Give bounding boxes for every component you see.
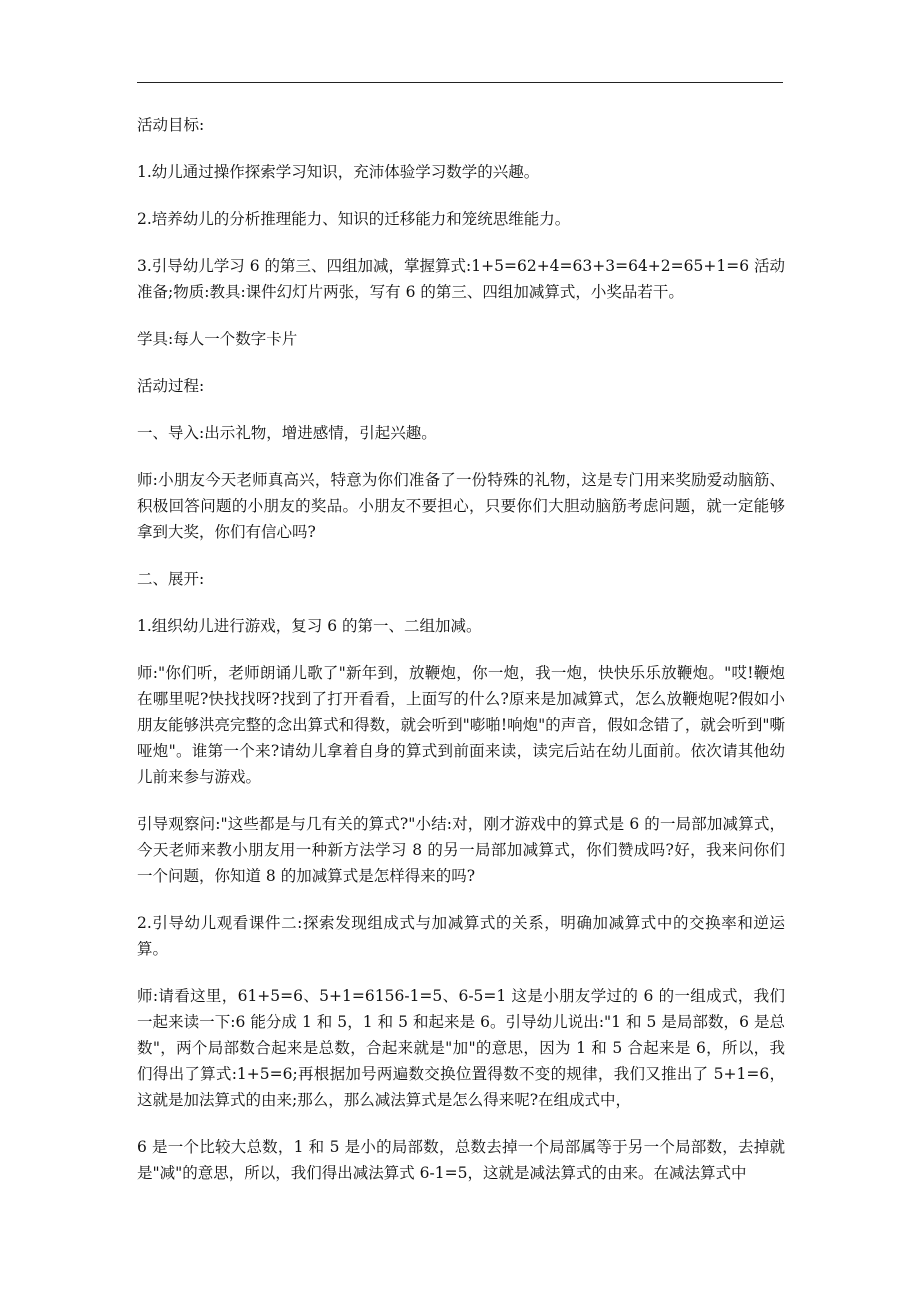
paragraph-teacher-intro: 师:小朋友今天老师真高兴，特意为你们准备了一份特殊的礼物，这是专门用来奖励爱动脑筋、积极回答问题的小朋友的奖品。小朋友不要担心，只要你们大胆动脑筋考虑问题，就一定能够拿到大奖，你们有信心吗? bbox=[137, 471, 785, 541]
paragraph-goal-1: 1.幼儿通过操作探索学习知识，充沛体验学习数学的兴趣。 bbox=[137, 163, 540, 181]
paragraph-section-2: 二、展开: bbox=[137, 570, 205, 588]
paragraph-section-1: 一、导入:出示礼物，增进感情，引起兴趣。 bbox=[137, 424, 437, 442]
paragraph-goal-2: 2.培养幼儿的分析推理能力、知识的迁移能力和笼统思维能力。 bbox=[137, 210, 571, 228]
paragraph-teacher-game: 师:"你们听，老师朗诵儿歌了"新年到，放鞭炮，你一炮，我一炮，快快乐乐放鞭炮。"哎!鞭炮在哪里呢?快找找呀?找到了打开看看，上面写的什么?原来是加减算式，怎么放鞭炮呢?假如小朋友能够洪亮完整的念出算式和得数，就会听到"嘭啪!响炮"的声音，假如念错了，就会听到"嘶哑炮"。谁第一个来?请幼儿拿着自身的算式到前面来读，读完后站在幼儿面前。依次请其他幼儿前来参与游戏。 bbox=[137, 664, 785, 786]
paragraph-heading-process: 活动过程: bbox=[137, 377, 205, 395]
paragraph-goal-3: 3.引导幼儿学习 6 的第三、四组加减，掌握算式:1+5=62+4=63+3=64+2=65+1=6 活动准备;物质:教具:课件幻灯片两张，写有 6 的第三、四组加减算式，小奖品若干。 bbox=[137, 257, 785, 301]
paragraph-materials: 学具:每人一个数字卡片 bbox=[137, 330, 298, 348]
paragraph-observe: 引导观察问:"这些都是与几有关的算式?"小结:对，刚才游戏中的算式是 6 的一局部加减算式，今天老师来教小朋友用一种新方法学习 8 的另一局部加减算式，你们赞成吗?好，我来问你们一个问题，你知道 8 的加减算式是怎样得来的吗? bbox=[137, 815, 785, 885]
paragraph-subtraction: 6 是一个比较大总数，1 和 5 是小的局部数，总数去掉一个局部属等于另一个局部数，去掉就是"减"的意思，所以，我们得出减法算式 6-1=5，这就是减法算式的由来。在减法算式中 bbox=[137, 1138, 785, 1182]
header-rule bbox=[137, 82, 783, 83]
paragraph-teacher-explain: 师:请看这里，61+5=6、5+1=6156-1=5、6-5=1 这是小朋友学过的 6 的一组成式，我们一起来读一下:6 能分成 1 和 5，1 和 5 和起来是 6。引导幼儿说出:"1 和 5 是局部数，6 是总数"，两个局部数合起来是总数，合起来就是"加"的意思，因为 1 和 5 合起来是 6，所以，我们得出了算式:1+5=6;再根据加号两遍数交换位置得数不变的规律，我们又推出了 5+1=6，这就是加法算式的由来;那么，那么减法算式是怎么得来呢?在组成式中， bbox=[137, 987, 785, 1109]
paragraph-heading-goals: 活动目标: bbox=[137, 116, 205, 134]
paragraph-step-1: 1.组织幼儿进行游戏，复习 6 的第一、二组加减。 bbox=[137, 617, 482, 635]
document-body bbox=[137, 112, 785, 1207]
paragraph-step-2: 2.引导幼儿观看课件二:探索发现组成式与加减算式的关系，明确加减算式中的交换率和逆运算。 bbox=[137, 914, 785, 958]
